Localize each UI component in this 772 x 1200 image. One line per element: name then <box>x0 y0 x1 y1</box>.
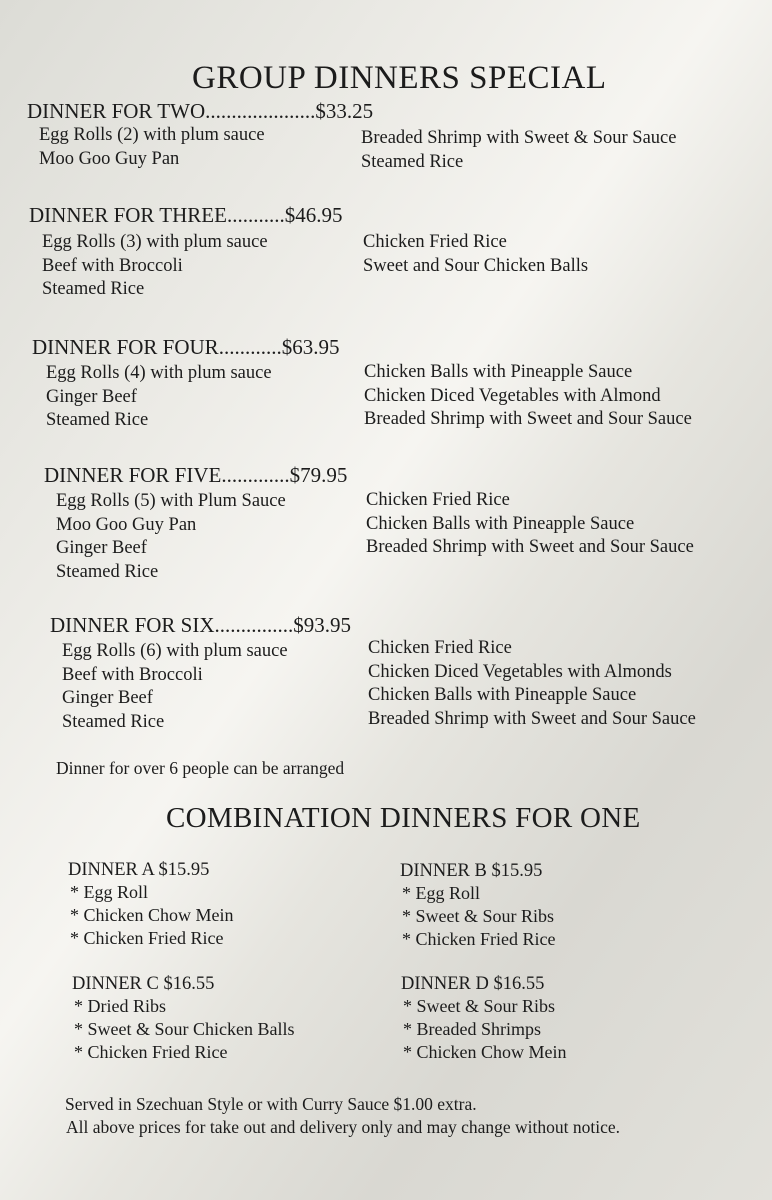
dinner-for-two-left-items <box>39 124 265 171</box>
combo-item: * Sweet & Sour Ribs <box>403 996 556 1016</box>
menu-item: Breaded Shrimp with Sweet and Sour Sauce <box>364 409 692 429</box>
menu-item: Steamed Rice <box>46 410 149 430</box>
dinner-c-block <box>72 974 294 1064</box>
menu-item: Steamed Rice <box>62 711 165 732</box>
dinner-d-heading: DINNER D $16.55 <box>401 974 545 994</box>
dinner-for-two-right-items <box>361 127 676 174</box>
dinner-for-three-left-items <box>42 231 268 302</box>
menu-item: Moo Goo Guy Pan <box>56 514 197 535</box>
menu-item: Breaded Shrimp with Sweet and Sour Sauce <box>366 537 694 557</box>
dinner-b-block <box>400 861 555 951</box>
menu-item: Egg Rolls (2) with plum sauce <box>39 125 265 145</box>
dinner-for-four-heading: DINNER FOR FOUR............$63.95 <box>32 335 340 359</box>
menu-item: Breaded Shrimp with Sweet and Sour Sauce <box>368 708 696 729</box>
menu-item: Sweet and Sour Chicken Balls <box>363 255 589 276</box>
dinner-a-heading: DINNER A $15.95 <box>68 860 210 880</box>
menu-item: Egg Rolls (4) with plum sauce <box>46 363 272 383</box>
dinner-b-heading: DINNER B $15.95 <box>400 861 543 881</box>
menu-item: Chicken Diced Vegetables with Almond <box>364 385 661 406</box>
combo-item: * Sweet & Sour Chicken Balls <box>74 1019 295 1039</box>
dinner-for-three-right-items <box>363 231 588 278</box>
menu-item: Beef with Broccoli <box>42 255 183 276</box>
dinner-for-four-left-items <box>46 362 272 433</box>
menu-item: Chicken Balls with Pineapple Sauce <box>368 685 637 705</box>
footer-line-1: Served in Szechuan Style or with Curry Sauce $1.00 extra. <box>65 1094 477 1114</box>
dinner-for-six-left-items <box>62 640 288 734</box>
menu-item: Steamed Rice <box>361 151 464 172</box>
dinner-for-five-left-items <box>56 490 286 584</box>
dinner-for-three-heading: DINNER FOR THREE...........$46.95 <box>29 203 343 227</box>
menu-item: Egg Rolls (6) with plum sauce <box>62 641 288 661</box>
dinner-for-two-heading: DINNER FOR TWO.....................$33.25 <box>27 99 374 123</box>
combo-item: * Dried Ribs <box>74 996 166 1016</box>
menu-item: Egg Rolls (3) with plum sauce <box>42 232 268 252</box>
menu-item: Chicken Fried Rice <box>363 232 507 252</box>
dinner-a-block <box>68 860 234 950</box>
dinner-for-four-right-items <box>364 361 692 432</box>
menu-item: Chicken Balls with Pineapple Sauce <box>364 362 633 382</box>
menu-item: Chicken Balls with Pineapple Sauce <box>366 513 635 534</box>
menu-item: Steamed Rice <box>56 561 159 582</box>
menu-item: Chicken Diced Vegetables with Almonds <box>368 661 672 682</box>
menu-item: Ginger Beef <box>56 538 147 558</box>
menu-item: Ginger Beef <box>46 386 137 407</box>
dinner-for-six-heading: DINNER FOR SIX...............$93.95 <box>50 613 352 637</box>
menu-item: Chicken Fried Rice <box>368 638 512 658</box>
dinner-for-six-right-items <box>368 637 696 731</box>
combo-item: * Chicken Chow Mein <box>403 1042 567 1062</box>
menu-item: Chicken Fried Rice <box>366 490 510 510</box>
menu-item: Beef with Broccoli <box>62 664 203 685</box>
dinner-for-five-right-items <box>366 489 694 560</box>
dinner-d-block <box>401 974 567 1064</box>
menu-item: Breaded Shrimp with Sweet & Sour Sauce <box>361 128 677 148</box>
combo-item: * Chicken Fried Rice <box>402 929 556 949</box>
group-note: Dinner for over 6 people can be arranged <box>56 758 345 778</box>
combo-item: * Chicken Fried Rice <box>70 928 224 948</box>
menu-item: Moo Goo Guy Pan <box>39 148 180 169</box>
menu-item: Egg Rolls (5) with Plum Sauce <box>56 491 286 511</box>
combo-item: * Breaded Shrimps <box>403 1019 541 1039</box>
menu-item: Ginger Beef <box>62 688 153 708</box>
combo-item: * Egg Roll <box>402 883 481 903</box>
page-title: GROUP DINNERS SPECIAL <box>192 60 607 96</box>
combo-item: * Egg Roll <box>70 882 149 902</box>
combination-title: COMBINATION DINNERS FOR ONE <box>166 802 641 834</box>
combo-item: * Sweet & Sour Ribs <box>402 906 555 926</box>
combo-item: * Chicken Chow Mein <box>70 905 234 925</box>
dinner-c-heading: DINNER C $16.55 <box>72 974 215 994</box>
menu-item: Steamed Rice <box>42 279 145 299</box>
footer-line-2: All above prices for take out and delivery only and may change without notice. <box>66 1117 620 1137</box>
combo-item: * Chicken Fried Rice <box>74 1042 228 1062</box>
dinner-for-five-heading: DINNER FOR FIVE.............$79.95 <box>44 463 348 487</box>
